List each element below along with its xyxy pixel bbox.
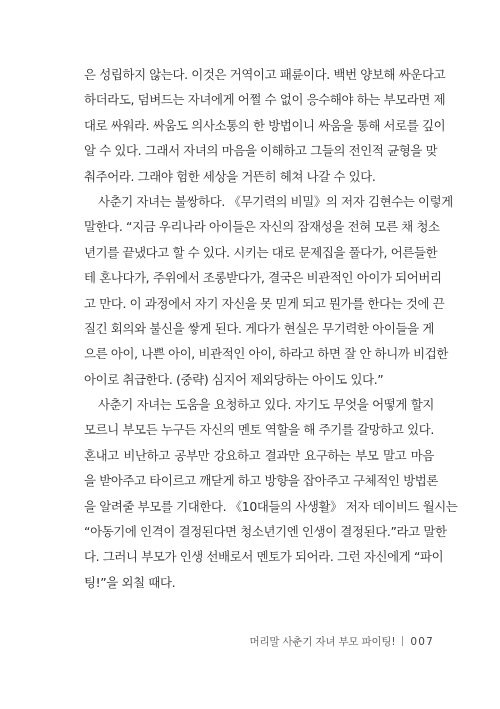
page-number: 007 [410, 636, 434, 648]
text-line: 고 만다. 이 과정에서 자기 자신을 못 믿게 되고 뭔가를 한다는 것에 끈 [84, 295, 445, 311]
text-line: 팅!”을 외칠 때다. [84, 574, 176, 590]
text-line: 사춘기 자녀는 불쌍하다. 《무기력의 비밀》의 저자 김현수는 이렇게 [98, 193, 453, 209]
text-line: 테 혼나다가, 주위에서 조롱받다가, 결국은 비관적인 아이가 되어버리 [84, 270, 442, 286]
text-line: 아이로 취급한다. (중략) 심지어 제외당하는 아이도 있다.” [84, 371, 384, 387]
text-line: 을 알려줄 부모를 기대한다. 《10대들의 사생활》 저자 데이비드 월시는 [84, 498, 458, 514]
body-text [84, 62, 458, 595]
text-line: 하더라도, 덤벼드는 자녀에게 어쩔 수 없이 응수해야 하는 부모라면 제 [84, 92, 446, 108]
text-line: “아동기에 인격이 결정된다면 청소년기엔 인생이 결정된다.”라고 말한 [84, 524, 447, 540]
text-line: 년기를 끝냈다고 할 수 있다. 시키는 대로 문제집을 풀다가, 어른들한 [84, 244, 438, 260]
text-line: 알 수 있다. 그래서 자녀의 마음을 이해하고 그들의 전인적 균형을 맞 [84, 143, 438, 159]
text-line: 을 받아주고 타이르고 깨닫게 하고 방향을 잡아주고 구체적인 방법론 [84, 473, 439, 489]
text-line: 모르니 부모든 누구든 자신의 멘토 역할을 해 주기를 갈망하고 있다. [84, 422, 434, 438]
running-title: 머리말 사춘기 자녀 부모 파이팅! [249, 636, 396, 648]
text-line: 은 성립하지 않는다. 이것은 거역이고 패륜이다. 백번 양보해 싸운다고 [84, 67, 446, 82]
page-footer [250, 634, 434, 649]
text-line: 으른 아이, 나쁜 아이, 비관적인 아이, 하라고 하면 잘 안 하니까 비겁한 [84, 346, 448, 362]
text-line: 다. 그러니 부모가 인생 선배로서 멘토가 되어라. 그런 자신에게 “파이 [84, 549, 444, 565]
text-line: 사춘기 자녀는 도움을 요청하고 있다. 자기도 무엇을 어떻게 할지 [98, 397, 434, 413]
text-line: 대로 싸워라. 싸움도 의사소통의 한 방법이니 싸움을 통해 서로를 깊이 [84, 117, 446, 133]
text-line: 질긴 회의와 불신을 쌓게 된다. 게다가 현실은 무기력한 아이들을 게 [84, 320, 434, 336]
text-line: 혼내고 비난하고 공부만 강요하고 결과만 요구하는 부모 말고 마음 [84, 447, 434, 463]
text-line: 말한다. “지금 우리나라 아이들은 자신의 잠재성을 전혀 모른 채 청소 [84, 219, 440, 235]
text-line: 춰주어라. 그래야 험한 세상을 거뜬히 헤쳐 나갈 수 있다. [84, 168, 376, 184]
footer-divider [402, 636, 403, 646]
